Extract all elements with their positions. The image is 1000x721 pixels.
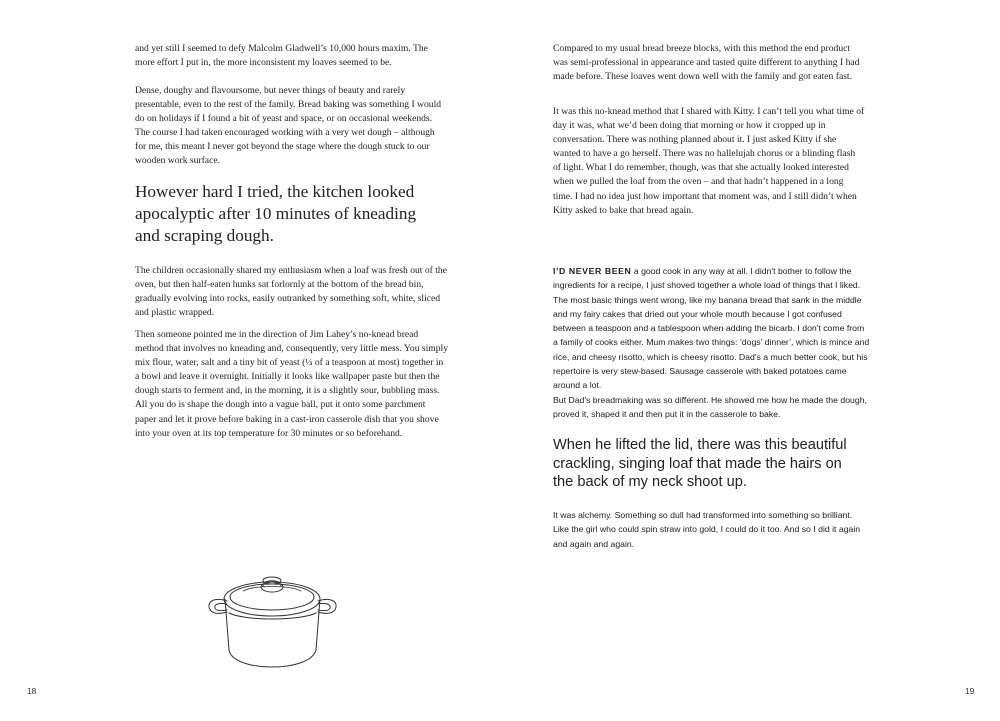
right-paragraph-3-text: a good cook in any way at all. I didn't bother to follow the ingredients for a recipe, I just shoved together a whole load of things that I liked. The most basic things went wrong, like my banana bread that sank in the middle and my fairy cakes that dried out your whole mouth because I got confused between a teaspoon and a tablespoon when adding the bicarb. I don't come from a family of cooks either. Mum makes two things: ‘dogs’ dinner’, which is mince and rice, and cheesy risotto, which is cheesy risotto. Dad's a much better cook, but his repertoire is very stew-based. Sausage casserole with baked potatoes came around a lot.: [553, 266, 870, 391]
left-paragraph-4: Then someone pointed me in the direction of Jim Lahey’s no-knead bread method that involves no kneading and, consequently, very little mess. You simply mix flour, water, salt and a tiny bit of yeast (¼ of a teaspoon at most) together in a bowl and leave it overnight. Initially it looks like wallpaper paste but then the dough starts to ferment and, in the morning, it is a slightly sour, bubbling mass. All you do is shape the dough into a vague ball, put it onto some parchment paper and let it prove before baking in a cast-iron casserole dish that you shove into your oven at its top temperature for 30 minutes or so beforehand.: [135, 329, 449, 439]
right-page: [500, 0, 1000, 721]
left-paragraph-2: Dense, doughy and flavoursome, but never things of beauty and rarely presentable, even to the rest of the family. Bread baking was something I would do on holidays if I found a bit of yeast and space, or on occasional weekends. The course I had taken encouraged working with a very wet dough – although for me, this meant I never got beyond the stage where the dough stuck to our wooden work surface.: [135, 85, 442, 167]
left-pull-quote: However hard I tried, the kitchen looked apocalyptic after 10 minutes of kneading and scraping dough.: [135, 182, 417, 245]
right-paragraph-2: It was this no-knead method that I shared with Kitty. I can’t tell you what time of day it was, what we’d been doing that morning or how it cropped up in conversation. There was nothing planned about it. I just asked Kitty if she wanted to have a go herself. There was no hallelujah chorus or a blinding flash of light. What I do remember, though, was that she actually looked interested when we pulled the loaf from the oven – and that hadn’t happened in a long time. I had no idea just how important that moment was, and I still didn’t when Kitty asked to bake that bread again.: [553, 106, 865, 216]
right-paragraph-4: But Dad's breadmaking was so different. He showed me how he made the dough, proved it, shaped it and then put it in the casserole to bake.: [553, 395, 867, 420]
left-paragraph-3: The children occasionally shared my enthusiasm when a loaf was fresh out of the oven, but then half-eaten hunks sat forlornly at the bottom of the bread bin, gradually evolving into rocks, easily outranked by something soft, white, sliced and plastic wrapped.: [135, 265, 447, 319]
right-pull-quote: When he lifted the lid, there was this beautiful crackling, singing loaf that made the hairs on the back of my neck shoot up.: [553, 437, 847, 491]
page-number-right: 19: [965, 686, 975, 696]
right-paragraph-1: Compared to my usual bread breeze blocks, with this method the end product was semi-professional in appearance and tasted quite different to anything I had made before. These loaves went down well with the family and got eaten fast.: [553, 43, 860, 83]
left-paragraph-1: and yet still I seemed to defy Malcolm Gladwell’s 10,000 hours maxim. The more effort I put in, the more inconsistent my loaves seemed to be.: [135, 43, 428, 69]
page-number-left: 18: [27, 686, 37, 696]
right-paragraph-3: [553, 264, 870, 393]
right-paragraph-5: It was alchemy. Something so dull had transformed into something so brilliant. Like the girl who could spin straw into gold, I could do it too. And so I did it again and again and again.: [553, 510, 861, 549]
casserole-pot-icon: [205, 555, 340, 675]
chapter-lead-in: I’D NEVER BEEN: [553, 266, 632, 276]
